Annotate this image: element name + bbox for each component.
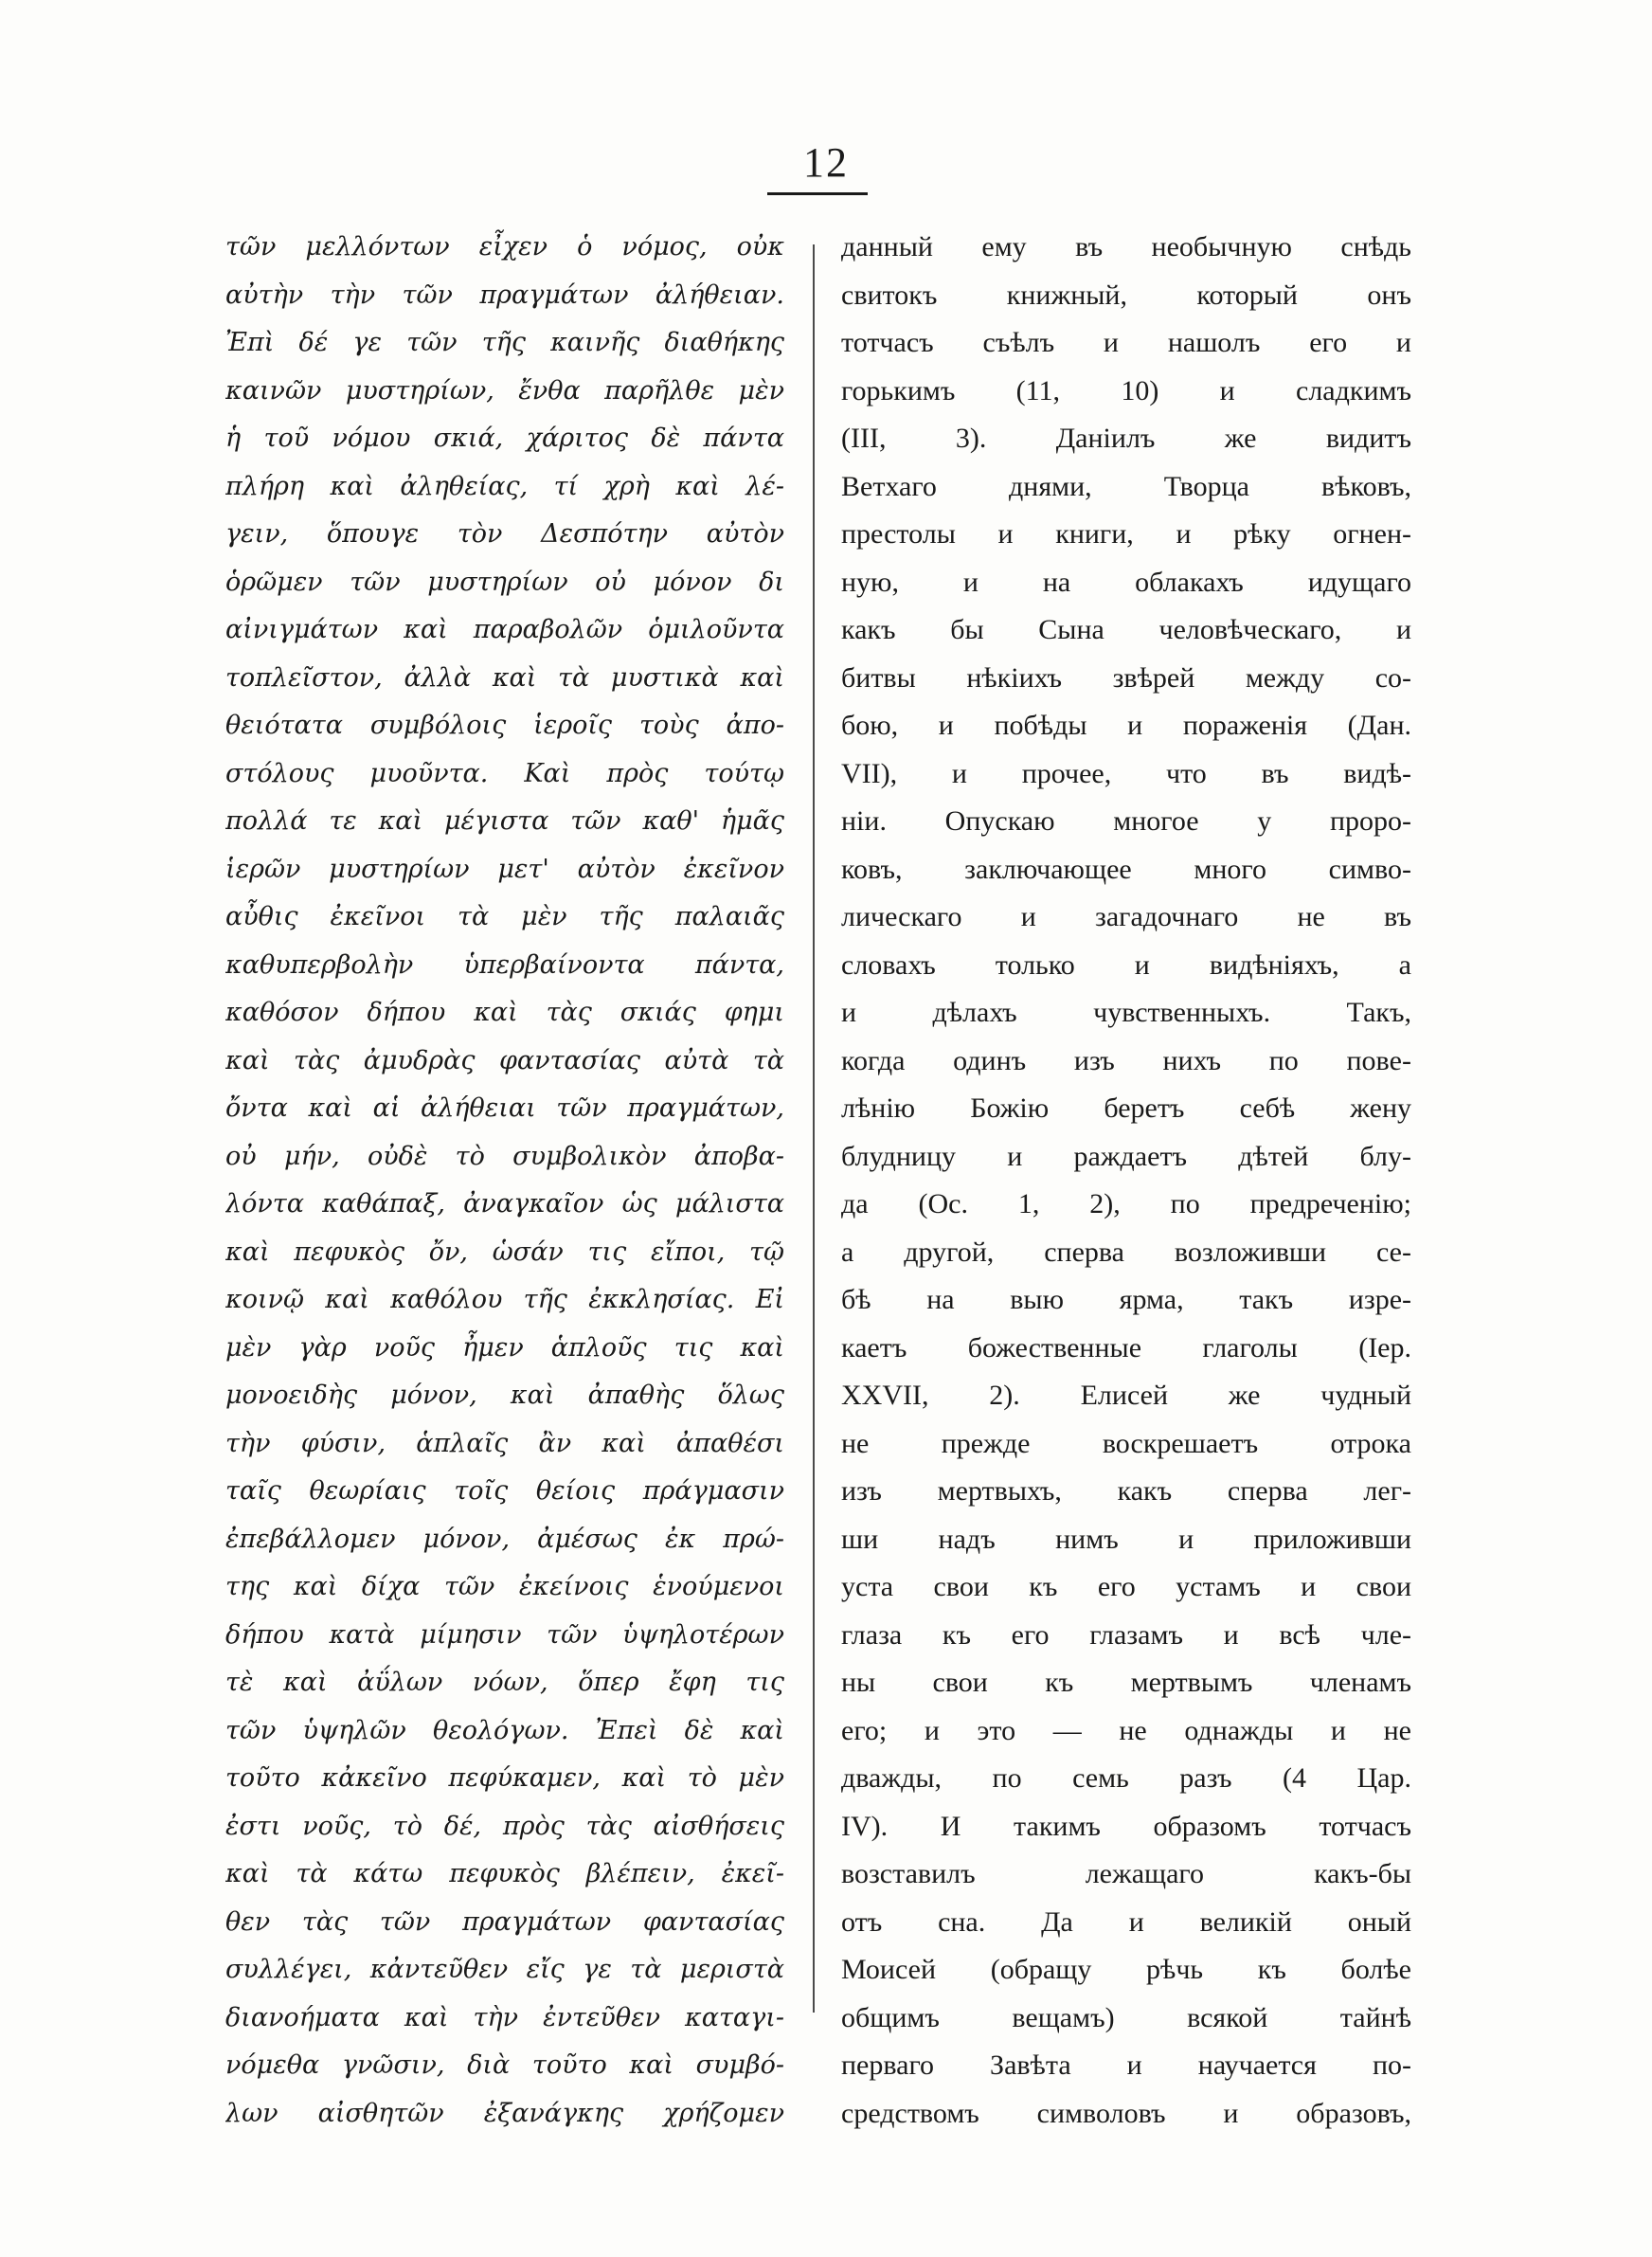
russian-text-line: Ветхаго днями, Творца вѣковъ, xyxy=(841,470,1411,502)
russian-text-line: ніи. Опускаю многое у проро- xyxy=(841,805,1411,837)
greek-text-line: νόμεθα γνῶσιν, διὰ τοῦτο καὶ συμβό- xyxy=(225,2050,784,2080)
russian-text-line: перваго Завѣта и научается по- xyxy=(841,2049,1411,2081)
greek-text-line: τῶν μελλόντων εἶχεν ὁ νόμος, οὐκ xyxy=(225,232,784,262)
russian-text-line: IV). И такимъ образомъ тотчасъ xyxy=(841,1810,1411,1842)
russian-text-line: и дѣлахъ чувственныхъ. Такъ, xyxy=(841,997,1411,1028)
greek-text-line: ἐστι νοῦς, τὸ δέ, πρὸς τὰς αἰσθήσεις xyxy=(225,1811,784,1841)
russian-text-line: лическаго и загадочнаго не въ xyxy=(841,901,1411,932)
russian-text-line: бѣ на выю ярма, такъ изре- xyxy=(841,1284,1411,1315)
greek-text-line: ἐπεβάλλομεν μόνον, ἀμέσως ἐκ πρώ- xyxy=(225,1524,784,1554)
russian-text-line: не прежде воскрешаетъ отрока xyxy=(841,1427,1411,1459)
russian-text-line: ши надъ нимъ и приложивши xyxy=(841,1523,1411,1555)
greek-text-line: λων αἰσθητῶν ἐξανάγκης χρήζομεν xyxy=(225,2098,784,2128)
russian-text-line: тотчасъ съѣлъ и нашолъ его и xyxy=(841,327,1411,358)
russian-text-line: да (Ос. 1, 2), по предреченію; xyxy=(841,1188,1411,1219)
greek-text-line: πολλά τε καὶ μέγιστα τῶν καθ' ἡμᾶς xyxy=(225,806,784,836)
russian-text-line: его; и это — не однажды и не xyxy=(841,1714,1411,1746)
greek-text-line: τὲ καὶ ἀΰλων νόων, ὅπερ ἔφη τις xyxy=(225,1668,784,1697)
russian-text-line: VII), и прочее, что въ видѣ- xyxy=(841,757,1411,789)
greek-text-line: λόντα καθάπαξ, ἀναγκαῖον ὡς μάλιστα xyxy=(225,1189,784,1219)
russian-text-line: возставилъ лежащаго какъ-бы xyxy=(841,1858,1411,1889)
russian-text-line: словахъ только и видѣніяхъ, а xyxy=(841,948,1411,981)
russian-text-line: изъ мертвыхъ, какъ сперва лег- xyxy=(841,1475,1411,1507)
russian-text-line: каетъ божественные глаголы (Іер. xyxy=(841,1331,1411,1363)
russian-text-line: общимъ вещамъ) всякой тайнѣ xyxy=(841,2001,1411,2033)
greek-text-line: ταῖς θεωρίαις τοῖς θείοις πράγμασιν xyxy=(225,1476,784,1506)
russian-text-line: ковъ, заключающее много симво- xyxy=(841,853,1411,885)
greek-text-line: ὁρῶμεν τῶν μυστηρίων οὐ μόνον δι xyxy=(225,567,784,597)
greek-text-line: αἰνιγμάτων καὶ παραβολῶν ὁμιλοῦντα xyxy=(225,615,784,644)
greek-text-line: καὶ τὰ κάτω πεφυκὸς βλέπειν, ἐκεῖ- xyxy=(225,1859,784,1888)
russian-text-line: бою, и побѣды и пораженія (Дан. xyxy=(841,710,1411,741)
greek-text-line: τὴν φύσιν, ἁπλαῖς ἂν καὶ ἀπαθέσι xyxy=(225,1428,784,1458)
russian-text-line: ны свои къ мертвымъ членамъ xyxy=(841,1667,1411,1698)
russian-text-line: какъ бы Сына человѣческаго, и xyxy=(841,614,1411,645)
greek-text-line: τοπλεῖστον, ἀλλὰ καὶ τὰ μυστικὰ καὶ xyxy=(225,662,784,693)
greek-text-line: ἡ τοῦ νόμου σκιά, χάριτος δὲ πάντα xyxy=(225,424,784,453)
greek-text-line: καὶ τὰς ἀμυδρὰς φαντασίας αὐτὰ τὰ xyxy=(225,1045,784,1075)
greek-text-line: διανοήματα καὶ τὴν ἐντεῦθεν καταγι- xyxy=(225,2002,784,2032)
greek-text-line: τῶν ὑψηλῶν θεολόγων. Ἐπεὶ δὲ καὶ xyxy=(225,1715,784,1745)
greek-text-line: τοῦτο κἀκεῖνο πεφύκαμεν, καὶ τὸ μὲν xyxy=(225,1763,784,1793)
greek-text-line: καθυπερβολὴν ὑπερβαίνοντα πάντα, xyxy=(225,949,784,980)
greek-text-line: ἱερῶν μυστηρίων μετ' αὐτὸν ἐκεῖνον xyxy=(225,854,784,884)
greek-text-line: θεν τὰς τῶν πραγμάτων φαντασίας xyxy=(225,1906,784,1937)
greek-text-line: μὲν γὰρ νοῦς ἦμεν ἁπλοῦς τις καὶ xyxy=(225,1332,784,1363)
russian-text-line: глаза къ его глазамъ и всѣ чле- xyxy=(841,1618,1411,1651)
greek-text-line: αὖθις ἐκεῖνοι τὰ μὲν τῆς παλαιᾶς xyxy=(225,902,784,931)
russian-text-line: дважды, по семь разъ (4 Цар. xyxy=(841,1762,1411,1794)
russian-text-line: уста свои къ его устамъ и свои xyxy=(841,1571,1411,1602)
greek-text-line: καινῶν μυστηρίων, ἔνθα παρῆλθε μὲν xyxy=(225,375,784,406)
russian-text-line: лѣнію Божію беретъ себѣ жену xyxy=(841,1092,1411,1124)
russian-text-line: блудницу и раждаетъ дѣтей блу- xyxy=(841,1140,1411,1172)
column-divider xyxy=(813,244,815,2013)
russian-text-line: битвы нѣкіихъ звѣрей между со- xyxy=(841,661,1411,694)
russian-text-line: ную, и на облакахъ идущаго xyxy=(841,566,1411,598)
russian-text-line: данный ему въ необычную снѣдь xyxy=(841,231,1411,262)
russian-text-line: свитокъ книжный, который онъ xyxy=(841,279,1411,311)
page-number: 12 xyxy=(803,139,849,186)
russian-text-line: а другой, сперва возложивши се- xyxy=(841,1236,1411,1268)
russian-text-column xyxy=(841,224,1411,2138)
greek-text-line: κοινῷ καὶ καθόλου τῆς ἐκκλησίας. Εἰ xyxy=(225,1285,784,1314)
greek-text-line: συλλέγει, κἀντεῦθεν εἴς γε τὰ μεριστὰ xyxy=(225,1955,784,1984)
greek-text-line: θειότατα συμβόλοις ἱεροῖς τοὺς ἀπο- xyxy=(225,711,784,740)
greek-text-line: στόλους μυοῦντα. Καὶ πρὸς τούτῳ xyxy=(225,758,784,788)
greek-text-line: γειν, ὅπουγε τὸν Δεσπότην αὐτὸν xyxy=(225,519,784,549)
russian-text-line: XXVII, 2). Елисей же чудный xyxy=(841,1380,1411,1411)
greek-text-line: ὄντα καὶ αἱ ἀλήθειαι τῶν πραγμάτων, xyxy=(225,1093,784,1123)
russian-text-line: горькимъ (11, 10) и сладкимъ xyxy=(841,374,1411,406)
greek-text-column xyxy=(225,224,784,2138)
greek-text-line: οὐ μήν, οὐδὲ τὸ συμβολικὸν ἀποβα- xyxy=(225,1141,784,1171)
greek-text-line: καὶ πεφυκὸς ὄν, ὡσάν τις εἴποι, τῷ xyxy=(225,1237,784,1267)
greek-text-line: καθόσον δήπου καὶ τὰς σκιάς φημι xyxy=(225,998,784,1027)
greek-text-line: Ἐπὶ δέ γε τῶν τῆς καινῆς διαθήκης xyxy=(225,328,784,357)
russian-text-line: Моисей (обращу рѣчь къ болѣе xyxy=(841,1954,1411,1985)
page-number-underline xyxy=(767,192,868,195)
russian-text-line: престолы и книги, и рѣку огнен- xyxy=(841,518,1411,550)
russian-text-line: средствомъ символовъ и образовъ, xyxy=(841,2097,1411,2129)
greek-text-line: αὐτὴν τὴν τῶν πραγμάτων ἀλήθειαν. xyxy=(225,280,784,310)
greek-text-line: της καὶ δίχα τῶν ἐκείνοις ἑνούμενοι xyxy=(225,1572,784,1601)
russian-text-line: когда одинъ изъ нихъ по повe- xyxy=(841,1044,1411,1076)
greek-text-line: μονοειδὴς μόνον, καὶ ἀπαθὴς ὅλως xyxy=(225,1381,784,1410)
greek-text-line: πλήρη καὶ ἀληθείας, τί χρὴ καὶ λέ- xyxy=(225,471,784,501)
greek-text-line: δήπου κατὰ μίμησιν τῶν ὑψηλοτέρων xyxy=(225,1619,784,1650)
russian-text-line: отъ сна. Да и великій оный xyxy=(841,1905,1411,1938)
russian-text-line: (III, 3). Даніилъ же видитъ xyxy=(841,423,1411,454)
